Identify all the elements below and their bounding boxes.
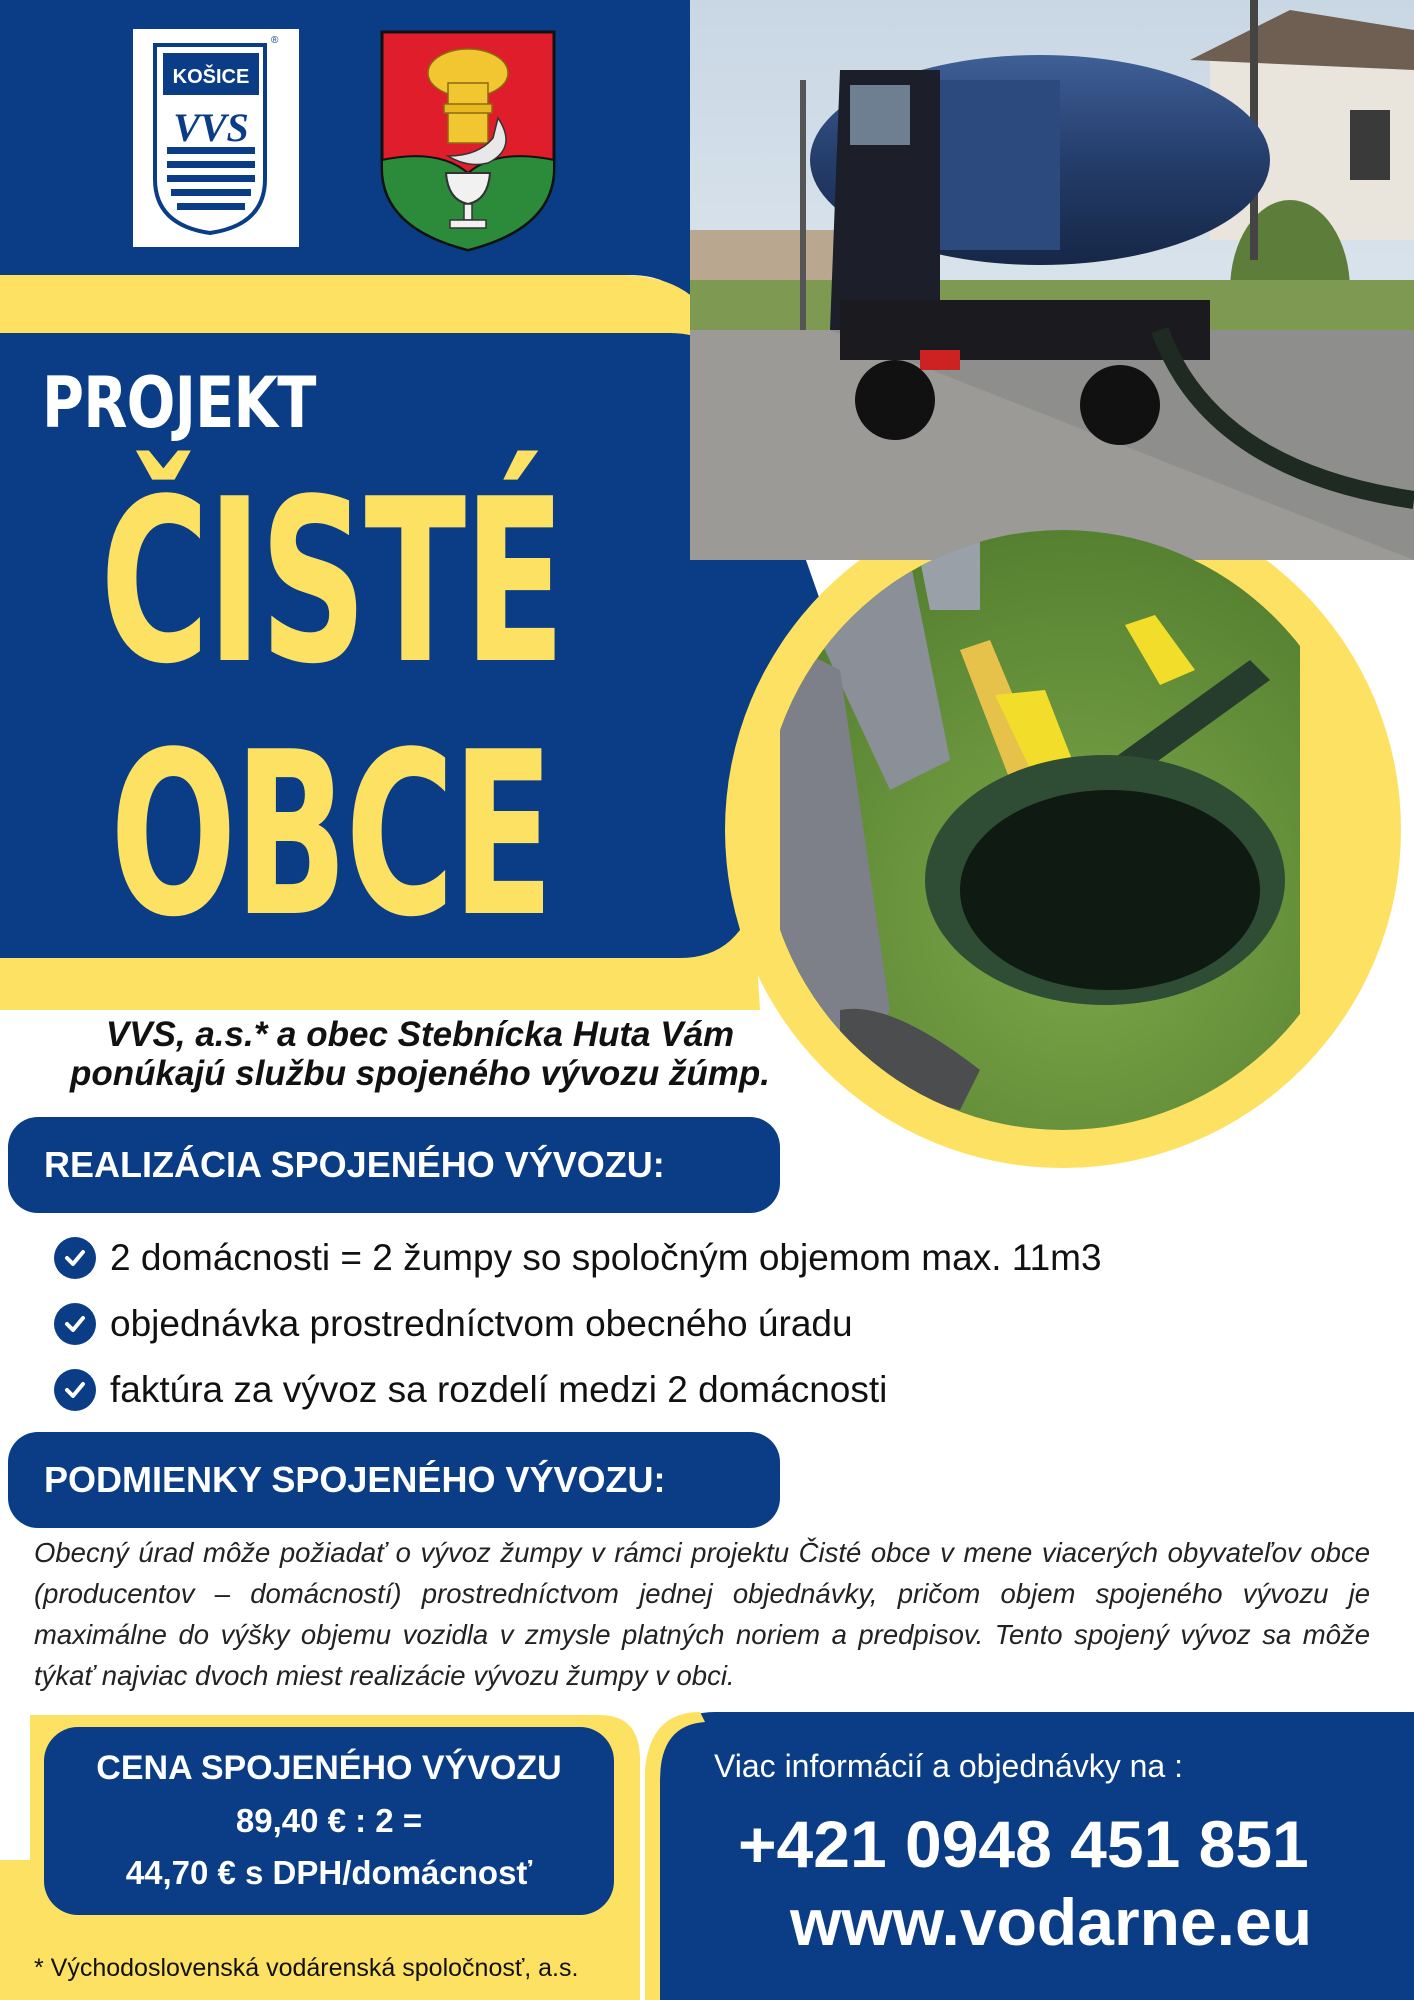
list-item-text: objednávka prostredníctvom obecného úradu: [110, 1303, 853, 1344]
vvs-city-text: KOŠICE: [172, 66, 250, 88]
intro-line-1: VVS, a.s.* a obec Stebnícka Huta Vám: [105, 1015, 735, 1054]
check-icon: [54, 1303, 96, 1345]
section-podmienky-heading: PODMIENKY SPOJENÉHO VÝVOZU:: [8, 1432, 780, 1528]
title-line-1: ČISTÉ: [100, 451, 563, 714]
coat-of-arms: [378, 28, 558, 254]
title-line-2: OBCE: [110, 704, 552, 967]
intro-text: [0, 1015, 840, 1093]
list-item: [54, 1232, 1354, 1284]
vvs-mark-text: VVS: [173, 105, 249, 150]
title-small: PROJEKT: [42, 362, 316, 444]
contact-intro: Viac informácií a objednávky na :: [714, 1748, 1183, 1784]
checklist: [54, 1232, 1354, 1416]
price-line-1: 89,40 € : 2 =: [235, 1802, 423, 1839]
list-item-text: faktúra za vývoz sa rozdelí medzi 2 domácnosti: [110, 1369, 888, 1410]
price-line-2: 44,70 € s DPH/domácnosť: [125, 1854, 533, 1891]
footnote: * Východoslovenská vodárenská spoločnosť, a.s.: [34, 1954, 579, 1982]
section-realizacia-heading: REALIZÁCIA SPOJENÉHO VÝVOZU:: [8, 1117, 780, 1213]
check-icon: [54, 1237, 96, 1279]
intro-line-2: ponúkajú službu spojeného vývozu žúmp.: [69, 1054, 771, 1094]
list-item-text: 2 domácnosti = 2 žumpy so spoločným objemom max. 11m3: [110, 1237, 1102, 1278]
contact-website[interactable]: www.vodarne.eu: [790, 1885, 1313, 1959]
svg-text:®: ®: [271, 35, 279, 46]
check-icon: [54, 1369, 96, 1411]
truck-photo: [690, 0, 1414, 560]
vvs-logo: [133, 29, 299, 247]
conditions-paragraph: Obecný úrad môže požiadať o vývoz žumpy v rámci projektu Čisté obce v mene viacerých obyvateľov obce (producentov – domácností) prostredníctvom jednej objednávky, pričom objem spojeného vývozu je maximálne do výšky objemu vozidla v zmysle platných noriem a predpisov. Tento spojený vývoz sa môže týkať najviac dvoch miest realizácie vývozu žumpy v obci.: [34, 1537, 1370, 1691]
manhole-photo: [780, 530, 1300, 1170]
price-heading: CENA SPOJENÉHO VÝVOZU: [96, 1749, 562, 1787]
price-box: [44, 1727, 614, 1915]
list-item: [54, 1298, 1354, 1350]
list-item: [54, 1364, 1354, 1416]
contact-phone[interactable]: +421 0948 451 851: [738, 1807, 1309, 1881]
